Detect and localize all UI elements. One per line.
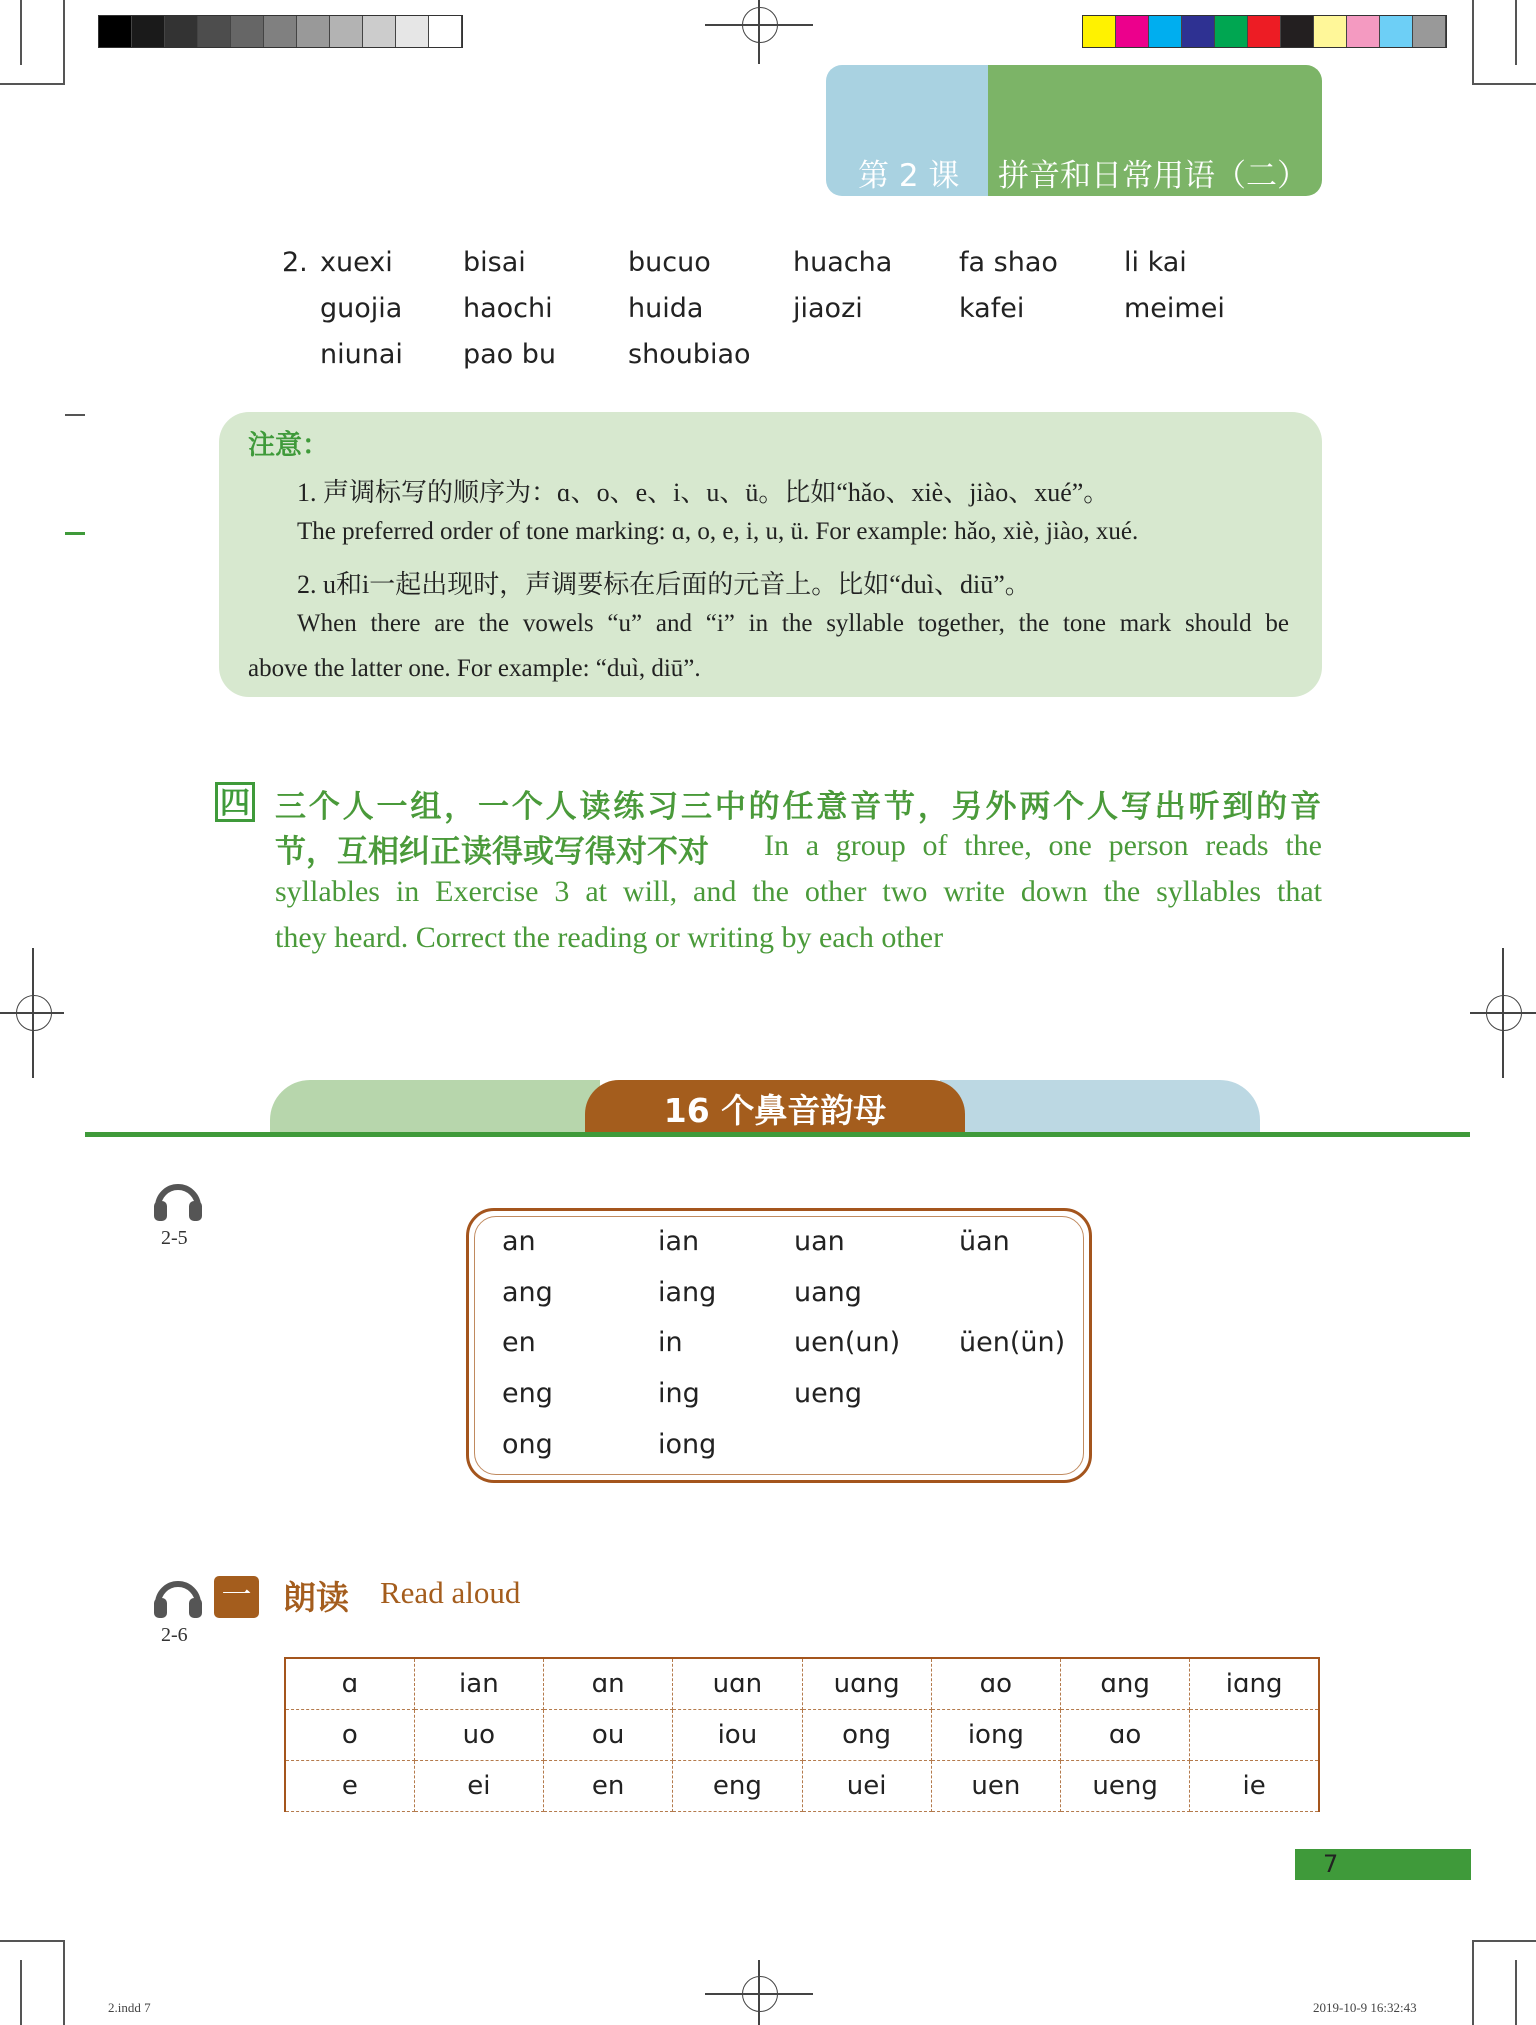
final-item: uang — [794, 1277, 862, 1308]
color-swatch — [1149, 16, 1182, 47]
gray-calibration-bar — [98, 15, 463, 48]
table-cell: uo — [414, 1710, 543, 1761]
gray-swatch — [264, 16, 297, 47]
audio-track-label: 2-6 — [161, 1624, 188, 1646]
table-cell: uɑng — [802, 1658, 931, 1710]
color-swatch — [1248, 16, 1281, 47]
pinyin-word: jiaozi — [793, 293, 863, 324]
table-row — [285, 1761, 1319, 1812]
final-item: an — [502, 1226, 536, 1257]
table-cell: uɑn — [673, 1658, 802, 1710]
table-cell: iɑng — [1190, 1658, 1319, 1710]
audio-track-label: 2-5 — [161, 1227, 188, 1249]
page-number-bar — [1295, 1849, 1471, 1880]
final-item: iong — [658, 1429, 717, 1460]
lesson-number: 第 2 课 — [858, 158, 960, 194]
final-item: ong — [502, 1429, 553, 1460]
table-cell: eng — [673, 1761, 802, 1812]
final-item: üan — [959, 1226, 1010, 1257]
page-number: 7 — [1323, 1850, 1339, 1878]
pinyin-word: huacha — [793, 247, 893, 278]
gray-swatch — [363, 16, 396, 47]
final-item: uen(un) — [794, 1327, 901, 1358]
final-item: in — [658, 1327, 683, 1358]
note-title: 注意： — [248, 430, 329, 461]
note-rule-2-en-cont: above the latter one. For example: “duì, diū”. — [248, 655, 701, 682]
gray-swatch — [396, 16, 429, 47]
color-calibration-bar — [1082, 15, 1447, 48]
table-cell: ueng — [1061, 1761, 1190, 1812]
pinyin-word: pao bu — [463, 339, 557, 370]
color-swatch — [1116, 16, 1149, 47]
final-item: iang — [658, 1277, 717, 1308]
table-cell: iong — [931, 1710, 1060, 1761]
gray-swatch — [297, 16, 330, 47]
table-cell: ɑn — [544, 1658, 673, 1710]
table-row — [285, 1710, 1319, 1761]
list-number: 2. — [282, 247, 308, 278]
exercise-number-badge: 四 — [215, 782, 255, 822]
table-cell: ian — [414, 1658, 543, 1710]
table-cell: ɑ — [285, 1658, 414, 1710]
pinyin-word: bisai — [463, 247, 526, 278]
table-cell: e — [285, 1761, 414, 1812]
gray-swatch — [429, 16, 462, 47]
pinyin-word: kafei — [959, 293, 1025, 324]
final-item: üen(ün) — [959, 1327, 1066, 1358]
note-rule-2-cn: 2. u和i一起出现时，声调要标在后面的元音上。比如“duì、diū”。 — [297, 570, 1031, 599]
lesson-title: 拼音和日常用语（二） — [998, 158, 1308, 194]
final-item: ang — [502, 1277, 553, 1308]
pinyin-word: xuexi — [320, 247, 393, 278]
gray-swatch — [165, 16, 198, 47]
table-cell — [1190, 1710, 1319, 1761]
color-swatch — [1347, 16, 1380, 47]
gray-swatch — [198, 16, 231, 47]
table-row — [285, 1658, 1319, 1710]
pinyin-word: guojia — [320, 293, 403, 324]
table-cell: iou — [673, 1710, 802, 1761]
table-cell: ɑo — [931, 1658, 1060, 1710]
table-cell: ɑo — [1061, 1710, 1190, 1761]
color-swatch — [1413, 16, 1446, 47]
table-cell: o — [285, 1710, 414, 1761]
exercise-title-en: Read aloud — [380, 1575, 521, 1610]
color-swatch — [1182, 16, 1215, 47]
final-item: en — [502, 1327, 536, 1358]
color-swatch — [1314, 16, 1347, 47]
headphones-icon[interactable] — [152, 1570, 204, 1620]
color-swatch — [1380, 16, 1413, 47]
pinyin-word: meimei — [1124, 293, 1225, 324]
gray-swatch — [99, 16, 132, 47]
table-cell: en — [544, 1761, 673, 1812]
color-swatch — [1281, 16, 1314, 47]
pinyin-word: niunai — [320, 339, 403, 370]
footer-timestamp: 2019-10-9 16:32:43 — [1313, 2000, 1417, 2015]
gray-swatch — [330, 16, 363, 47]
exercise-instruction-en-cont: syllables in Exercise 3 at will, and the other two write down the syllables that — [275, 875, 1322, 908]
table-cell: uen — [931, 1761, 1060, 1812]
pinyin-word: fa shao — [959, 247, 1058, 278]
exercise-instruction-en-end: they heard. Correct the reading or writing by each other — [275, 921, 944, 954]
table-cell: ɑng — [1061, 1658, 1190, 1710]
pinyin-word: haochi — [463, 293, 553, 324]
final-item: ing — [658, 1378, 700, 1409]
gray-swatch — [231, 16, 264, 47]
color-swatch — [1215, 16, 1248, 47]
read-aloud-table — [284, 1657, 1320, 1812]
pinyin-word: shoubiao — [628, 339, 751, 370]
table-cell: ong — [802, 1710, 931, 1761]
final-item: eng — [502, 1378, 553, 1409]
headphones-icon[interactable] — [152, 1173, 204, 1223]
note-rule-2-en: When there are the vowels “u” and “i” in the syllable together, the tone mark should be — [297, 610, 1289, 637]
final-item: ian — [658, 1226, 700, 1257]
final-item: uan — [794, 1226, 845, 1257]
table-cell: uei — [802, 1761, 931, 1812]
note-rule-1-en: The preferred order of tone marking: ɑ, o, e, i, u, ü. For example: hǎo, xiè, jiào, xué. — [297, 518, 1139, 545]
pinyin-word: bucuo — [628, 247, 711, 278]
exercise-number-badge: 一 — [214, 1576, 259, 1618]
footer-file-name: 2.indd 7 — [108, 2000, 151, 2015]
table-cell: ie — [1190, 1761, 1319, 1812]
final-item: ueng — [794, 1378, 862, 1409]
note-rule-1-cn: 1. 声调标写的顺序为：ɑ、o、e、i、u、ü。比如“hǎo、xiè、jiào、xué”。 — [297, 478, 1110, 507]
section-title: 16 个鼻音韵母 — [663, 1091, 887, 1130]
exercise-instruction-cn: 三个人一组，一个人读练习三中的任意音节，另外两个人写出听到的音 — [275, 789, 1322, 824]
exercise-title-cn: 朗读 — [283, 1581, 349, 1617]
table-cell: ei — [414, 1761, 543, 1812]
pinyin-word: li kai — [1124, 247, 1187, 278]
color-swatch — [1083, 16, 1116, 47]
table-cell: ou — [544, 1710, 673, 1761]
gray-swatch — [132, 16, 165, 47]
pinyin-word: huida — [628, 293, 704, 324]
exercise-instruction-cn-cont: 节，互相纠正读得或写得对不对 — [275, 834, 709, 869]
exercise-instruction-en: In a group of three, one person reads the — [764, 829, 1322, 862]
